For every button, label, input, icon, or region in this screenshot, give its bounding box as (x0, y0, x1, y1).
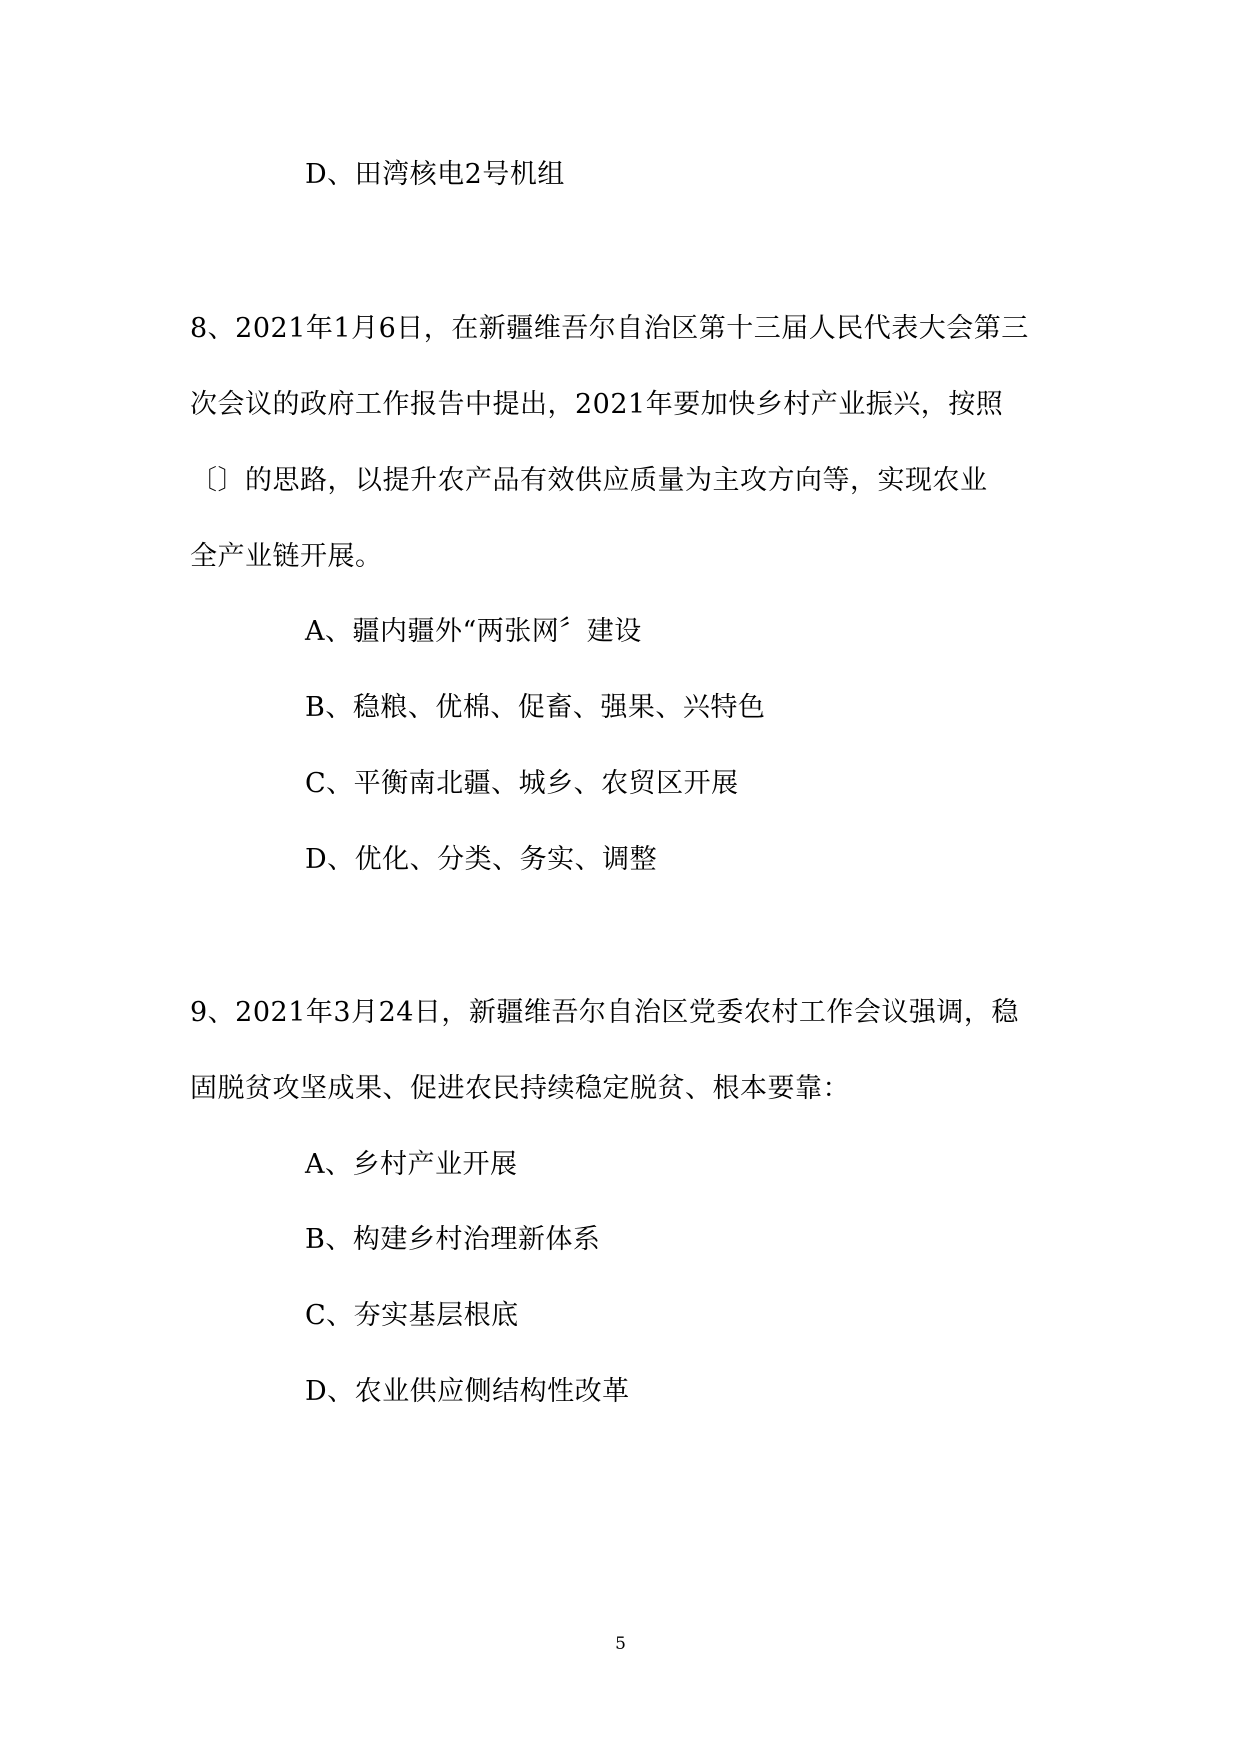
prev-question-option-d: D、田湾核电2号机组 (305, 159, 565, 190)
question-8-option-a: A、疆内疆外“两张网〞建设 (305, 616, 642, 647)
question-9-text-line-2: 固脱贫攻坚成果、促进农民持续稳定脱贫、根本要靠： (190, 1073, 850, 1104)
question-8-text-line-4: 全产业链开展。 (190, 541, 383, 572)
question-8-text-line-1: 8、2021年1月6日，在新疆维吾尔自治区第十三届人民代表大会第三 (190, 313, 1029, 344)
question-9-option-c: C、夯实基层根底 (305, 1300, 519, 1331)
question-8-text-line-3: 〔〕的思路，以提升农产品有效供应质量为主攻方向等，实现农业 (190, 465, 988, 496)
question-9-option-a: A、乡村产业开展 (305, 1149, 518, 1180)
page-number: 5 (615, 1634, 626, 1654)
question-8-option-b: B、稳粮、优棉、促畜、强果、兴特色 (305, 692, 766, 723)
question-9-text-line-1: 9、2021年3月24日，新疆维吾尔自治区党委农村工作会议强调，稳 (190, 997, 1019, 1028)
question-8-option-c: C、平衡南北疆、城乡、农贸区开展 (305, 768, 739, 799)
question-8-option-d: D、优化、分类、务实、调整 (305, 844, 658, 875)
question-9-option-d: D、农业供应侧结构性改革 (305, 1376, 630, 1407)
question-9-option-b: B、构建乡村治理新体系 (305, 1224, 601, 1255)
question-8-text-line-2: 次会议的政府工作报告中提出，2021年要加快乡村产业振兴，按照 (190, 389, 1004, 420)
